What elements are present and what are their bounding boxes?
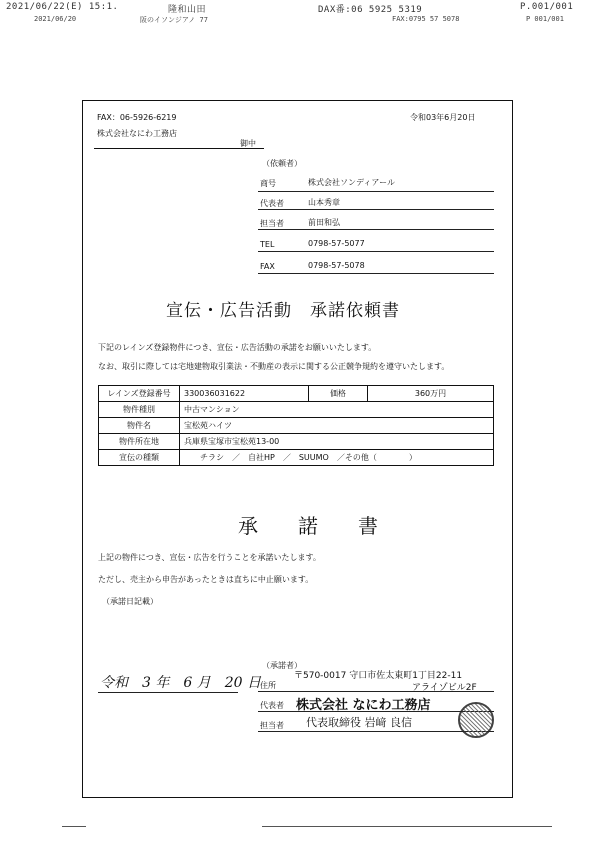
ad-method-value: チラシ ／ 自社HP ／ SUUMO ／その他（ ） — [180, 450, 494, 466]
consent-line-3: （承諾日記載） — [102, 597, 158, 606]
sender-underline — [258, 229, 494, 230]
consent-title: 承 諾 書 — [238, 514, 378, 538]
reins-value: 330036031622 — [180, 386, 309, 402]
consenter-heading: （承諾者） — [262, 661, 302, 670]
table-row — [99, 402, 494, 418]
consent-line-2: ただし、売主から申告があったときは直ちに中止願います。 — [98, 575, 314, 584]
building-value: アライゾビル2F — [412, 683, 477, 693]
person-underline — [258, 731, 494, 732]
recipient-fax: FAX：06-5926-6219 — [97, 113, 177, 122]
addressee: 株式会社なにわ工務店 — [97, 129, 177, 138]
fax-header-page: P.001/001 — [520, 2, 574, 12]
rep-value: 株式会社 なにわ工務店 — [296, 698, 431, 713]
addressee-underline — [94, 148, 264, 149]
table-row — [99, 434, 494, 450]
person-value: 代表取締役 岩﨑 良信 — [306, 716, 412, 729]
location-value: 兵庫県宝塚市宝松苑13-00 — [180, 434, 494, 450]
footer-mark — [262, 826, 552, 827]
fax-header-number-2: FAX:0795 57 5078 — [392, 15, 460, 23]
consent-line-1: 上記の物件につき、宣伝・広告を行うことを承諾いたします。 — [98, 553, 321, 562]
sender-value-representative: 山本秀章 — [308, 198, 340, 207]
address-value: 〒570-0017 守口市佐太東町1丁目22-11 — [294, 671, 463, 681]
sender-label-fax: FAX — [260, 262, 275, 271]
sender-label-tel: TEL — [260, 240, 275, 249]
document-title: 宣伝・広告活動 承諾依頼書 — [166, 301, 400, 321]
sender-underline — [258, 273, 494, 274]
sender-value-fax: 0798-57-5078 — [308, 261, 365, 270]
body-line-2: なお、取引に際しては宅地建物取引業法・不動産の表示に関する公正競争規約を遵守いたします。 — [98, 362, 450, 371]
sender-label-representative: 代表者 — [260, 199, 284, 208]
sender-underline — [258, 191, 494, 192]
sender-underline — [258, 251, 494, 252]
fax-header-sender-2: 阪のイソンジアノ 77 — [140, 16, 208, 24]
document-date: 令和03年6月20日 — [410, 113, 476, 122]
address-label: 住所 — [260, 681, 276, 690]
property-name-label: 物件名 — [99, 418, 180, 434]
address-underline — [258, 691, 494, 692]
sender-heading: （依頼者） — [262, 159, 302, 168]
sender-value-tel: 0798-57-5077 — [308, 239, 365, 248]
property-type-value: 中古マンション — [180, 402, 494, 418]
rep-label: 代表者 — [260, 701, 284, 710]
fax-header-timestamp: 2021/06/22(E) 15:1. — [6, 2, 119, 12]
property-name-value: 宝松苑ハイツ — [180, 418, 494, 434]
fax-header-number: DAX番:06 5925 5319 — [318, 5, 423, 15]
table-row — [99, 418, 494, 434]
sender-value-company: 株式会社ソンディアール — [308, 178, 395, 187]
property-table — [98, 385, 494, 466]
addressee-honorific: 御中 — [240, 139, 256, 148]
body-line-1: 下記のレインズ登録物件につき、宣伝・広告活動の承諾をお願いいたします。 — [98, 343, 377, 352]
handwritten-date: 令和 3 年 6 月 20 日 — [100, 675, 261, 691]
price-value: 360万円 — [368, 386, 494, 402]
date-underline — [98, 692, 238, 693]
fax-header-page-2: P 001/001 — [526, 15, 564, 23]
table-row — [99, 386, 494, 402]
location-label: 物件所在地 — [99, 434, 180, 450]
property-type-label: 物件種別 — [99, 402, 180, 418]
price-label: 価格 — [309, 386, 368, 402]
fax-header-timestamp-2: 2021/06/20 — [34, 15, 77, 23]
ad-method-label: 宣伝の種類 — [99, 450, 180, 466]
sender-underline — [258, 209, 494, 210]
fax-header-sender: 隆和山田 — [168, 5, 207, 15]
footer-mark — [62, 826, 86, 827]
sender-value-contact: 前田和弘 — [308, 218, 340, 227]
sender-label-contact: 担当者 — [260, 219, 284, 228]
sender-label-company: 商号 — [260, 179, 276, 188]
table-row — [99, 450, 494, 466]
company-seal-stamp — [458, 702, 494, 738]
person-label: 担当者 — [260, 721, 284, 730]
reins-label: レインズ登録番号 — [99, 386, 180, 402]
